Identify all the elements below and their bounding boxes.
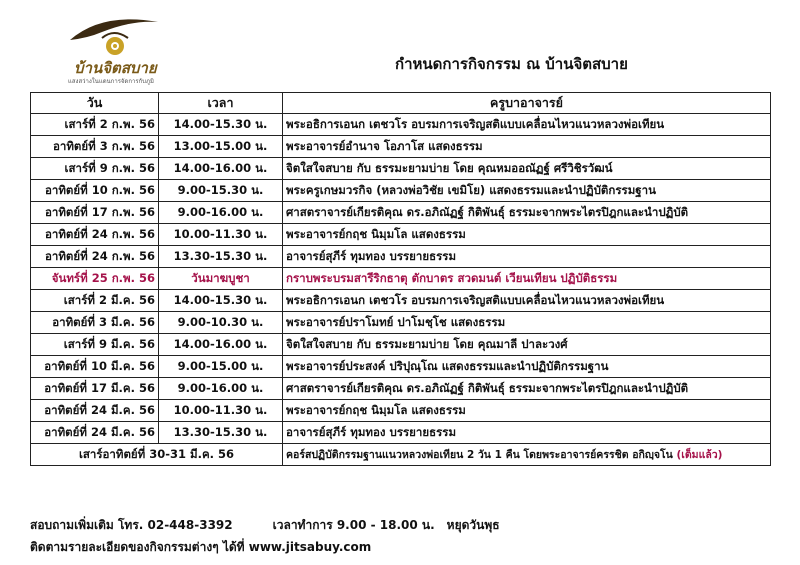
cell-date: เสาร์ที่ 9 มี.ค. 56 [31,334,159,356]
table-row [31,268,771,290]
table-row [31,334,771,356]
cell-time: 14.00-15.30 น. [159,290,283,312]
cell-desc: พระอาจารย์ปราโมทย์ ปาโมชฺโช แสดงธรรม [283,312,771,334]
cell-date: อาทิตย์ที่ 24 ก.พ. 56 [31,246,159,268]
cell-time: 9.00-10.30 น. [159,312,283,334]
cell-desc: จิตใสใจสบาย กับ ธรรมะยามบ่าย โดย คุณมาลี ปาละวงศ์ [283,334,771,356]
cell-desc: พระอธิการเอนก เตชวโร อบรมการเจริญสติแบบเคลื่อนไหวแนวหลวงพ่อเทียน [283,114,771,136]
cell-date: อาทิตย์ที่ 3 มี.ค. 56 [31,312,159,334]
cell-time: 13.30-15.30 น. [159,422,283,444]
cell-date: อาทิตย์ที่ 24 ก.พ. 56 [31,224,159,246]
header-date: วัน [31,93,159,114]
table-row [31,378,771,400]
table-row [31,246,771,268]
cell-date: จันทร์ที่ 25 ก.พ. 56 [31,268,159,290]
table-header-row [31,93,771,114]
table-row [31,422,771,444]
table-row [31,158,771,180]
table-row [31,180,771,202]
cell-desc: พระอาจารย์กฤช นิมฺมโล แสดงธรรม [283,400,771,422]
cell-time: 14.00-16.00 น. [159,334,283,356]
cell-date: อาทิตย์ที่ 3 ก.พ. 56 [31,136,159,158]
header-teacher: ครูบาอาจารย์ [283,93,771,114]
cell-date: อาทิตย์ที่ 17 มี.ค. 56 [31,378,159,400]
table-row [31,136,771,158]
header-time: เวลา [159,93,283,114]
cell-time: 10.00-11.30 น. [159,400,283,422]
cell-desc: ศาสตราจารย์เกียรติคุณ ดร.อภิณัฏฐ์ กิติพันธุ์ ธรรมะจากพระไตรปิฎกและนำปฏิบัติ [283,202,771,224]
logo [62,10,202,90]
cell-date: อาทิตย์ที่ 17 ก.พ. 56 [31,202,159,224]
closed-day: หยุดวันพุธ [446,518,500,532]
cell-date: เสาร์ที่ 9 ก.พ. 56 [31,158,159,180]
cell-desc: จิตใสใจสบาย กับ ธรรมะยามบ่าย โดย คุณหมออณัฏฐ์ ศรีวิชิรวัฒน์ [283,158,771,180]
table-row-course [31,444,771,466]
cell-date: เสาร์อาทิตย์ที่ 30-31 มี.ค. 56 [31,444,283,466]
cell-time: 9.00-16.00 น. [159,202,283,224]
cell-date: เสาร์ที่ 2 มี.ค. 56 [31,290,159,312]
cell-time: 9.00-15.30 น. [159,180,283,202]
logo-subtitle: แสงสว่างในแดนการจัดการกับภูมิ [68,78,154,85]
cell-date: เสาร์ที่ 2 ก.พ. 56 [31,114,159,136]
cell-date: อาทิตย์ที่ 24 มี.ค. 56 [31,422,159,444]
cell-desc: อาจารย์สุภีร์ ทุมทอง บรรยายธรรม [283,422,771,444]
cell-date: อาทิตย์ที่ 10 มี.ค. 56 [31,356,159,378]
table-row [31,224,771,246]
table-row [31,202,771,224]
page-title: กำหนดการกิจกรรม ณ บ้านจิตสบาย [395,55,628,73]
table-row [31,312,771,334]
office-hours: เวลาทำการ 9.00 - 18.00 น. [272,518,435,532]
cell-time: 10.00-11.30 น. [159,224,283,246]
cell-desc [283,444,771,466]
cell-time: 9.00-15.00 น. [159,356,283,378]
cell-desc: พระอธิการเอนก เตชวโร อบรมการเจริญสติแบบเคลื่อนไหวแนวหลวงพ่อเทียน [283,290,771,312]
status-badge: (เต็มแล้ว) [676,449,723,461]
schedule-table [30,92,771,466]
cell-date: อาทิตย์ที่ 24 มี.ค. 56 [31,400,159,422]
cell-time: 9.00-16.00 น. [159,378,283,400]
cell-desc: พระครูเกษมวรกิจ (หลวงพ่อวิชัย เขมิโย) แสดงธรรมและนำปฏิบัติกรรมฐาน [283,180,771,202]
logo-text: บ้านจิตสบาย [74,59,157,77]
follow-line: ติดตามรายละเอียดของกิจกรรมต่างๆ ได้ที่ www.jitsabuy.com [30,540,372,554]
contact-line [30,516,500,535]
cell-time: 14.00-15.30 น. [159,114,283,136]
cell-desc: กราบพระบรมสารีริกธาตุ ตักบาตร สวดมนต์ เวียนเทียน ปฏิบัติธรรม [283,268,771,290]
table-row [31,356,771,378]
cell-desc: พระอาจารย์กฤช นิมฺมโล แสดงธรรม [283,224,771,246]
table-row [31,114,771,136]
cell-date: อาทิตย์ที่ 10 ก.พ. 56 [31,180,159,202]
cell-time: 13.00-15.00 น. [159,136,283,158]
cell-desc: พระอาจารย์อำนาจ โอภาโส แสดงธรรม [283,136,771,158]
cell-desc: อาจารย์สุภีร์ ทุมทอง บรรยายธรรม [283,246,771,268]
cell-time: วันมาฆบูชา [159,268,283,290]
cell-desc: ศาสตราจารย์เกียรติคุณ ดร.อภิณัฏฐ์ กิติพันธุ์ ธรรมะจากพระไตรปิฎกและนำปฏิบัติ [283,378,771,400]
cell-time: 13.30-15.30 น. [159,246,283,268]
eye-lotus-logo-icon [62,10,202,60]
table-row [31,400,771,422]
cell-desc: พระอาจารย์ประสงค์ ปริปุณฺโณ แสดงธรรมและนำปฏิบัติกรรมฐาน [283,356,771,378]
table-row [31,290,771,312]
contact-phone: สอบถามเพิ่มเติม โทร. 02-448-3392 [30,518,233,532]
course-description: คอร์สปฏิบัติกรรมฐานแนวหลวงพ่อเทียน 2 วัน 1 คืน โดยพระอาจารย์ครรชิต อกิญฺจโน [286,449,673,461]
cell-time: 14.00-16.00 น. [159,158,283,180]
